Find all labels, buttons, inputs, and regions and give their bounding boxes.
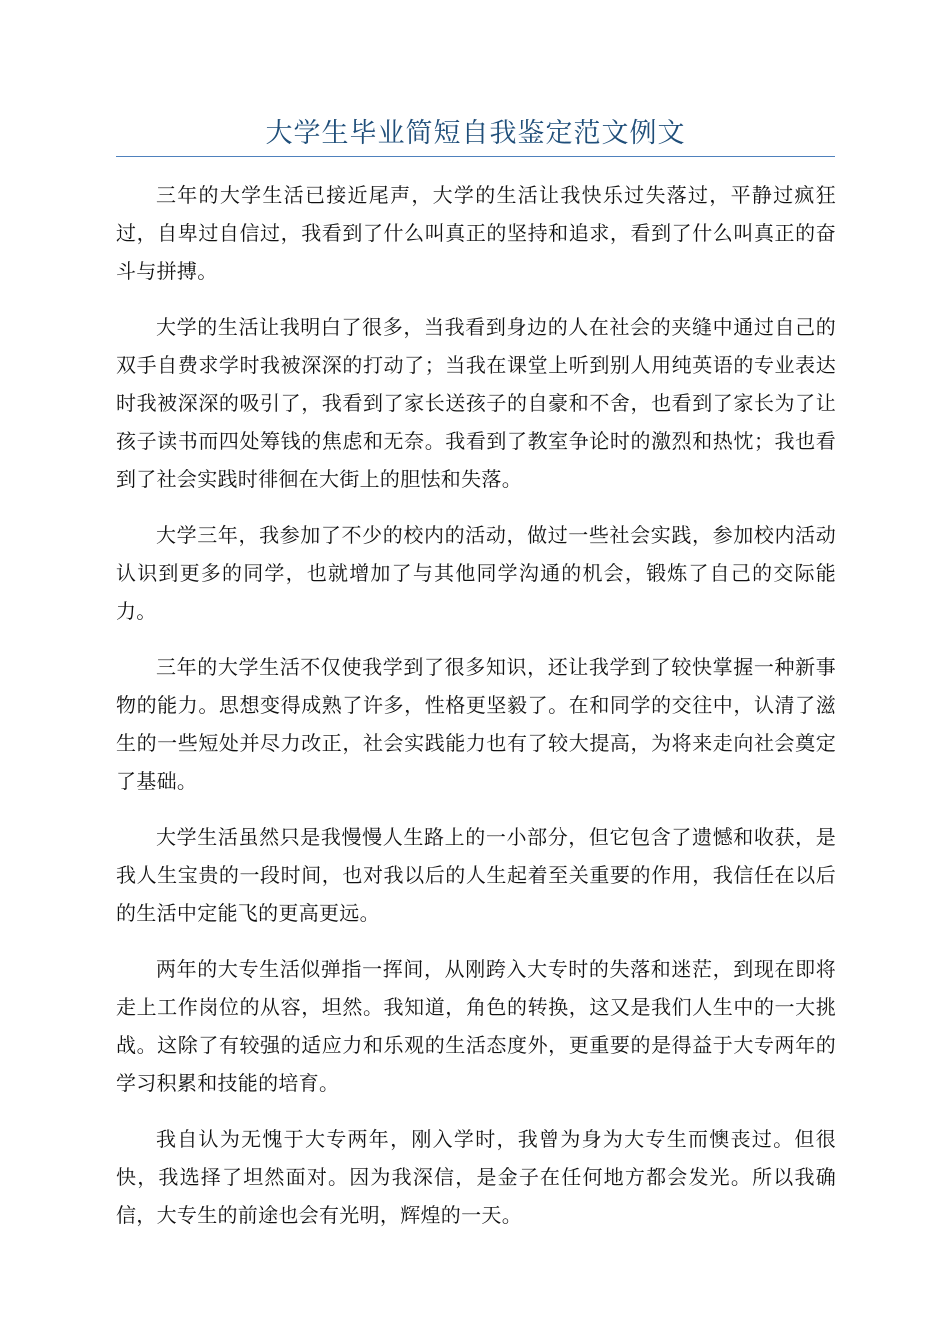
paragraph-6: 两年的大专生活似弹指一挥间，从刚跨入大专时的失落和迷茫，到现在即将走上工作岗位的从容，坦然。我知道，角色的转换，这又是我们人生中的一大挑战。这除了有较强的适应力和乐观的生活态度外，更重要的是得益于大专两年的学习积累和技能的培育。 bbox=[116, 957, 836, 1095]
paragraph-7: 我自认为无愧于大专两年，刚入学时，我曾为身为大专生而懊丧过。但很快，我选择了坦然面对。因为我深信，是金子在任何地方都会发光。所以我确信，大专生的前途也会有光明，辉煌的一天。 bbox=[116, 1127, 836, 1227]
page-title: 大学生毕业简短自我鉴定范文例文 bbox=[265, 118, 686, 149]
title-block bbox=[116, 112, 835, 157]
document-body bbox=[116, 176, 836, 1252]
paragraph-3: 大学三年，我参加了不少的校内的活动，做过一些社会实践，参加校内活动认识到更多的同学，也就增加了与其他同学沟通的机会，锻炼了自己的交际能力。 bbox=[116, 523, 836, 623]
paragraph-2: 大学的生活让我明白了很多，当我看到身边的人在社会的夹缝中通过自己的双手自费求学时我被深深的打动了；当我在课堂上听到别人用纯英语的专业表达时我被深深的吸引了，我看到了家长送孩子的自豪和不舍，也看到了家长为了让孩子读书而四处筹钱的焦虑和无奈。我看到了教室争论时的激烈和热忱；我也看到了社会实践时徘徊在大街上的胆怯和失落。 bbox=[116, 315, 836, 491]
paragraph-1: 三年的大学生活已接近尾声，大学的生活让我快乐过失落过，平静过疯狂过，自卑过自信过，我看到了什么叫真正的坚持和追求，看到了什么叫真正的奋斗与拼搏。 bbox=[116, 183, 836, 283]
paragraph-4: 三年的大学生活不仅使我学到了很多知识，还让我学到了较快掌握一种新事物的能力。思想变得成熟了许多，性格更坚毅了。在和同学的交往中，认清了滋生的一些短处并尽力改正，社会实践能力也有了较大提高，为将来走向社会奠定了基础。 bbox=[116, 655, 836, 793]
paragraph-5: 大学生活虽然只是我慢慢人生路上的一小部分，但它包含了遗憾和收获，是我人生宝贵的一段时间，也对我以后的人生起着至关重要的作用，我信任在以后的生活中定能飞的更高更远。 bbox=[116, 825, 836, 925]
